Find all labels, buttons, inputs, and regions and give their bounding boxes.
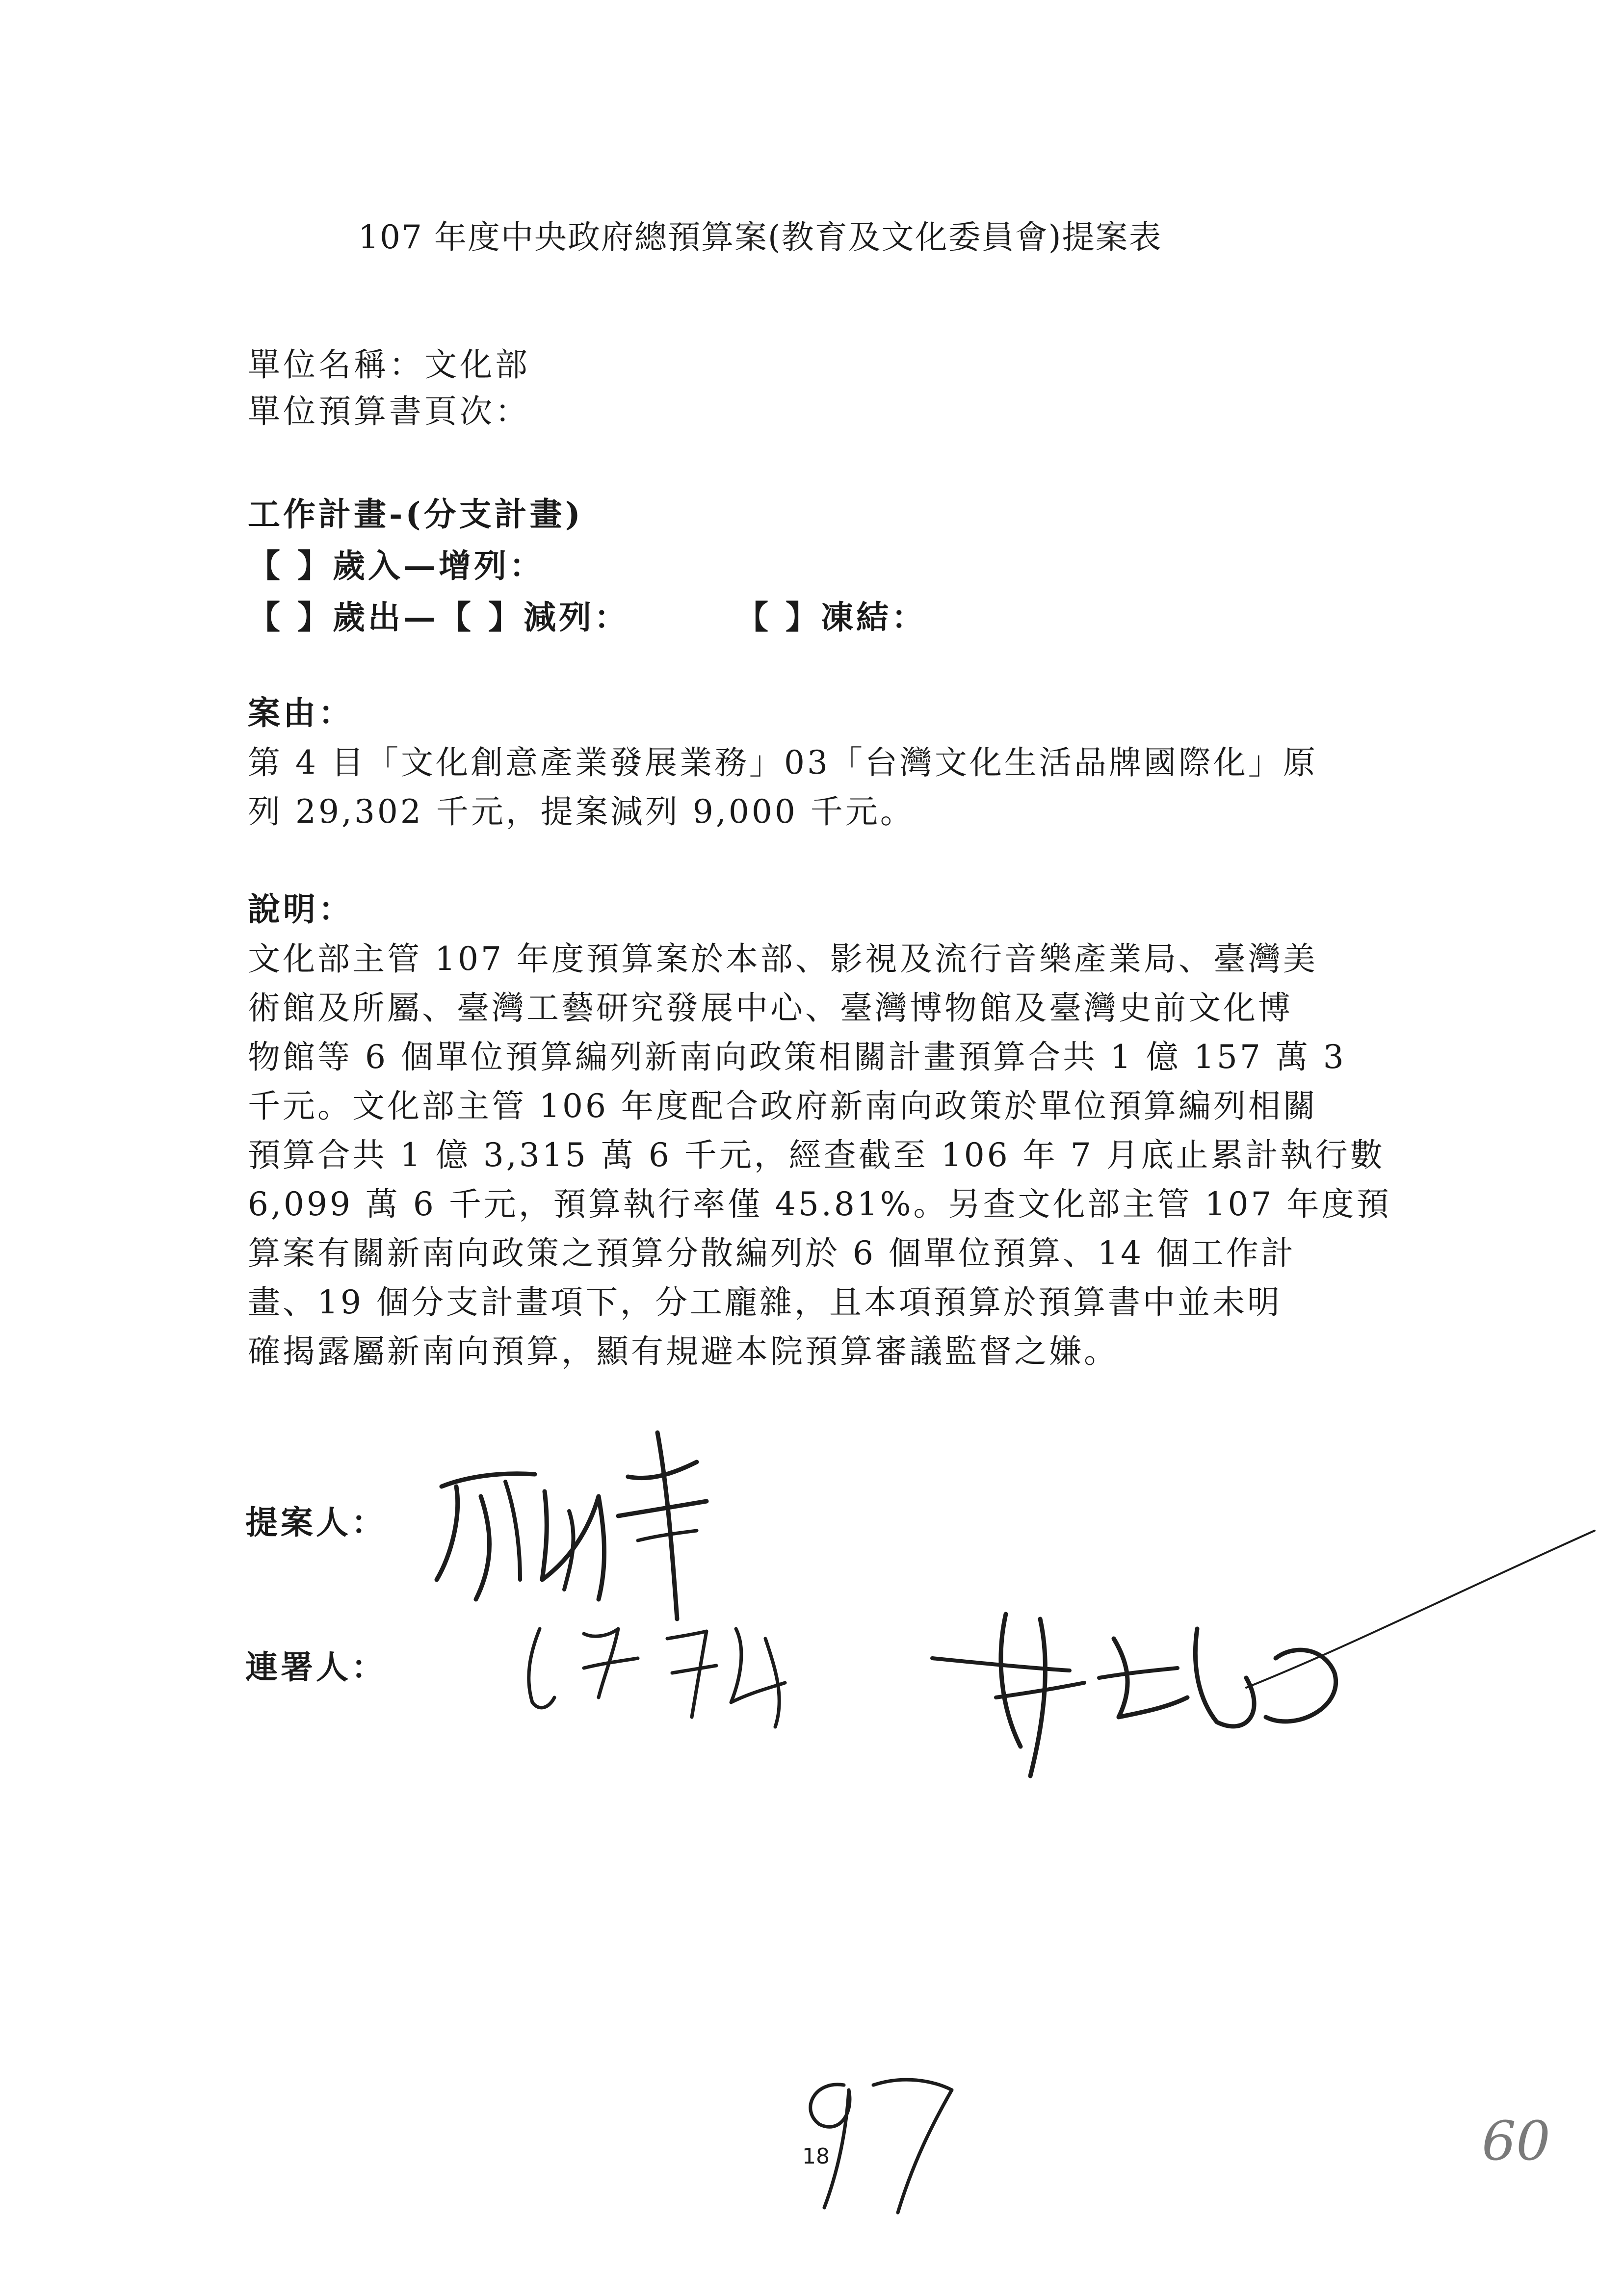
explanation-line: 6,099 萬 6 千元，預算執行率僅 45.81%。另查文化部主管 107 年度預: [248, 1185, 1391, 1223]
unit-name-value: 文化部: [424, 346, 530, 384]
document-title: 107 年度中央政府總預算案(教育及文化委員會)提案表: [358, 218, 1162, 256]
cosigner-signature-1: [510, 1609, 834, 1747]
freeze-bracket: 【 】: [736, 598, 821, 636]
explanation-line: 算案有關新南向政策之預算分散編列於 6 個單位預算、14 個工作計: [248, 1234, 1296, 1272]
proposer-signature: [422, 1413, 775, 1639]
expenditure-line: [248, 591, 629, 638]
plan-heading: 工作計畫-(分支計畫): [248, 495, 583, 533]
cosigner-label: 連署人：: [245, 1648, 387, 1686]
reason-line: 列 29,302 千元，提案減列 9,000 千元。: [248, 793, 915, 831]
expenditure-bracket: 【 】歲出—【 】: [248, 598, 524, 636]
explanation-line: 文化部主管 107 年度預算案於本部、影視及流行音樂產業局、臺灣美: [248, 940, 1318, 978]
explanation-line: 術館及所屬、臺灣工藝研究發展中心、臺灣博物館及臺灣史前文化博: [248, 989, 1293, 1027]
explanation-body: [248, 935, 1391, 1376]
revenue-line: 【 】歲入—增列：: [248, 547, 545, 585]
explanation-line: 預算合共 1 億 3,315 萬 6 千元，經查截至 106 年 7 月底止累計執行數: [248, 1136, 1385, 1174]
cosigner-signature-2: [922, 1501, 1599, 1825]
explanation-line: 物館等 6 個單位預算編列新南向政策相關計畫預算合共 1 億 157 萬 3: [248, 1038, 1346, 1076]
freeze-line: [736, 591, 927, 638]
explanation-line: 畫、19 個分支計畫項下，分工龐雜，且本項預算於預算書中並未明: [248, 1283, 1282, 1321]
reason-body: [248, 738, 1318, 836]
page-number: 18: [802, 2144, 830, 2169]
corner-number: 60: [1482, 2110, 1550, 2172]
reduce-label: 減列：: [523, 598, 629, 636]
explanation-heading: 說明：: [248, 890, 354, 928]
handwritten-page-number: [785, 2051, 971, 2227]
unit-name-label: 單位名稱：: [248, 346, 424, 384]
unit-name-row: [248, 339, 530, 385]
reason-line: 第 4 目「文化創意產業發展業務」03「台灣文化生活品牌國際化」原: [248, 744, 1318, 782]
proposer-label: 提案人：: [245, 1503, 387, 1541]
freeze-label: 凍結：: [820, 598, 927, 636]
reason-heading: 案由：: [248, 694, 354, 732]
explanation-line: 確揭露屬新南向預算，顯有規避本院預算審議監督之嫌。: [248, 1332, 1119, 1370]
explanation-line: 千元。文化部主管 106 年度配合政府新南向政策於單位預算編列相關: [248, 1087, 1318, 1125]
unit-page-label: 單位預算書頁次：: [248, 392, 530, 430]
